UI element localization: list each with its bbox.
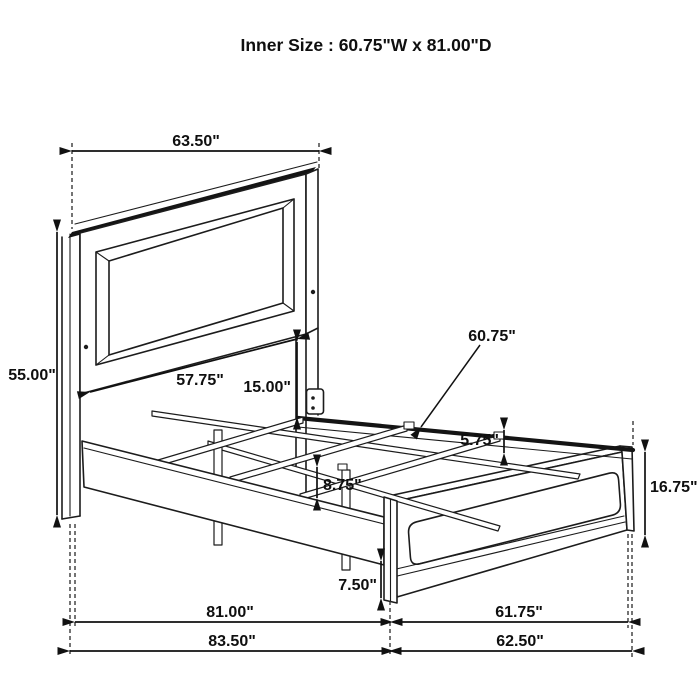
dim-label-81-00: 81.00" [206, 604, 254, 621]
headboard-right-pin [311, 290, 315, 294]
dim-label-55-00: 55.00" [8, 367, 56, 384]
dim-label-16-75: 16.75" [650, 479, 698, 496]
slat-bracket-3 [338, 464, 347, 470]
dim-label-5-75: 5.75" [460, 432, 499, 449]
dim-label-83-50: 83.50" [208, 633, 256, 650]
dim-label-8-75: 8.75" [323, 477, 362, 494]
bracket-pin-top [311, 396, 315, 400]
headboard-right-side [306, 169, 318, 334]
dim-label-15-00: 15.00" [243, 379, 291, 396]
headboard-left-post-foot [62, 516, 80, 519]
dim-label-62-50: 62.50" [496, 633, 544, 650]
footboard-near-post [384, 497, 397, 603]
near-rail-board [82, 441, 384, 565]
rail-bracket-plate [307, 389, 324, 414]
diagram-title: Inner Size : 60.75"W x 81.00"D [240, 35, 492, 55]
ext-lines-left-bottom [70, 524, 75, 657]
leader-line-60-75 [421, 345, 480, 427]
side-rail-near [82, 441, 384, 565]
dim-label-7-50: 7.50" [338, 577, 377, 594]
dim-label-63-50: 63.50" [172, 133, 220, 150]
slat-bracket-1 [404, 422, 414, 429]
dim-label-61-75: 61.75" [495, 604, 543, 621]
headboard-left-pin [84, 345, 88, 349]
headboard-face [80, 174, 306, 394]
dim-label-57-75: 57.75" [176, 372, 224, 389]
bracket-pin-bottom [311, 406, 315, 410]
dim-label-60-75: 60.75" [468, 328, 516, 345]
